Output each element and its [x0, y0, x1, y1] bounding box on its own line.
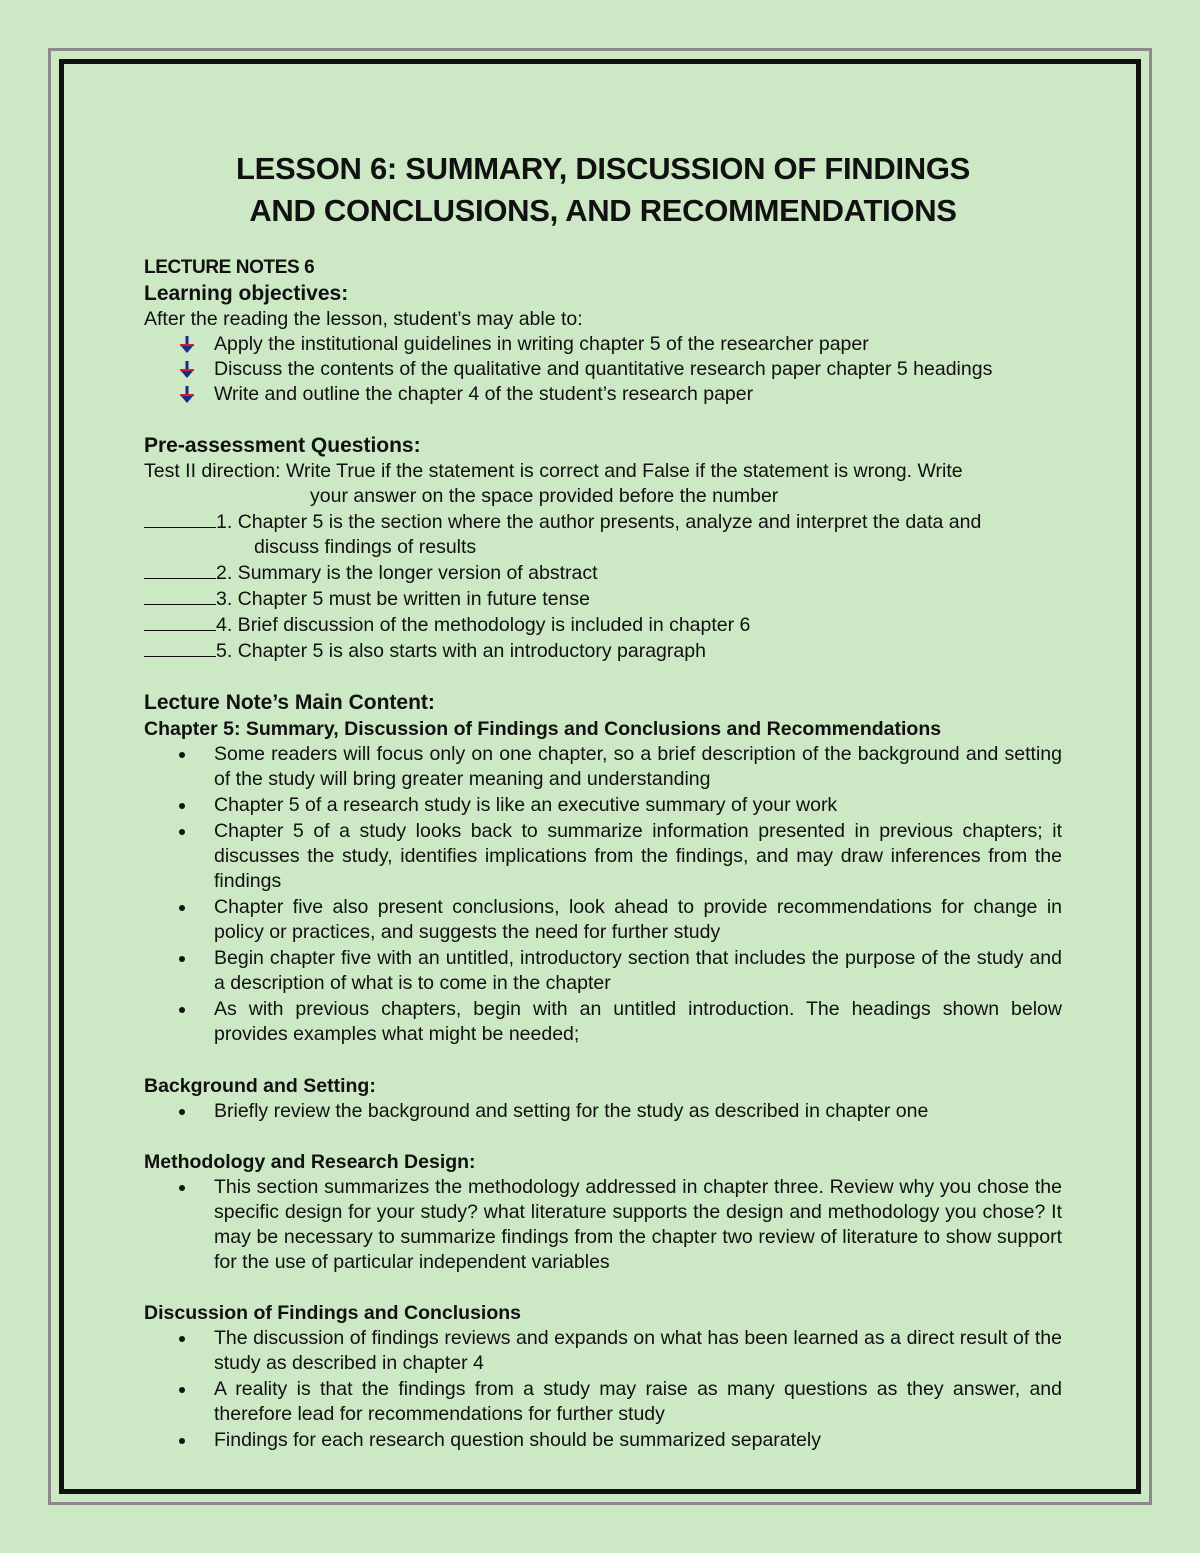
list-item: The discussion of findings reviews and expands on what has been learned as a direct result of the study as described in chapter 4: [144, 1326, 1062, 1376]
objectives-heading: Learning objectives:: [144, 282, 349, 305]
down-arrow-icon: [178, 361, 196, 379]
lesson-title-line2: AND CONCLUSIONS, AND RECOMMENDATIONS: [249, 193, 957, 228]
list-item: Chapter 5 of a research study is like an executive summary of your work: [144, 793, 1062, 818]
question-number: 2.: [216, 562, 233, 584]
list-item: Chapter 5 of a study looks back to summarize information presented in previous chapters; it discusses the study, identifies implications from the findings, and may draw inferences from the findings: [144, 819, 1062, 894]
down-arrow-icon: [178, 336, 196, 354]
answer-blank[interactable]: [144, 586, 216, 605]
discussion-heading: Discussion of Findings and Conclusions: [144, 1302, 522, 1324]
bullet-icon: [179, 905, 185, 911]
objective-text: Write and outline the chapter 4 of the student’s research paper: [214, 383, 754, 405]
question-number: 5.: [216, 640, 233, 662]
question-item: [144, 612, 1062, 638]
bullet-icon: [179, 1007, 185, 1013]
bullet-icon: [179, 1109, 185, 1115]
list-item: This section summarizes the methodology addressed in chapter three. Review why you chose the specific design for your study? what literature supports the design and methodology you chose? It may be necessary to summarize findings from the chapter two review of literature to show support for the use of particular independent variables: [144, 1175, 1062, 1275]
answer-blank[interactable]: [144, 638, 216, 657]
question-text: Chapter 5 must be written in future tense: [232, 588, 590, 610]
background-list: [144, 1099, 1062, 1124]
question-text: Brief discussion of the methodology is included in chapter 6: [232, 614, 751, 636]
question-number: 3.: [216, 588, 233, 610]
bullet-icon: [179, 1185, 185, 1191]
page-frame: [59, 59, 1141, 1494]
down-arrow-icon: [178, 386, 196, 404]
bullet-icon: [179, 803, 185, 809]
question-text-cont: discuss findings of results: [254, 536, 477, 558]
preassessment-direction: Test II direction: Write True if the statement is correct and False if the statement is wrong. Write: [144, 460, 963, 482]
list-item: A reality is that the findings from a study may raise as many questions as they answer, and therefore lead for recommendations for further study: [144, 1377, 1062, 1427]
preassessment-direction-cont: your answer on the space provided before the number: [310, 485, 779, 507]
list-item: Findings for each research question should be summarized separately: [144, 1428, 1062, 1453]
question-item: [144, 509, 1062, 560]
bullet-icon: [179, 1387, 185, 1393]
lecture-notes-label: LECTURE NOTES 6: [144, 257, 315, 278]
bullet-icon: [179, 1336, 185, 1342]
methodology-list: [144, 1175, 1062, 1275]
list-item: Briefly review the background and setting for the study as described in chapter one: [144, 1099, 1062, 1124]
list-item: Begin chapter five with an untitled, introductory section that includes the purpose of the study and a description of what is to come in the chapter: [144, 946, 1062, 996]
question-text: Chapter 5 is also starts with an introductory paragraph: [237, 640, 706, 662]
list-item: Chapter five also present conclusions, look ahead to provide recommendations for change in policy or practices, and suggests the need for further study: [144, 895, 1062, 945]
objective-item: [144, 382, 1062, 407]
question-number: 1.: [216, 511, 233, 533]
background-heading: Background and Setting:: [144, 1075, 376, 1097]
answer-blank[interactable]: [144, 509, 216, 528]
question-item: [144, 560, 1062, 586]
main-content-list: [144, 742, 1062, 1047]
bullet-icon: [179, 752, 185, 758]
objective-text: Apply the institutional guidelines in writing chapter 5 of the researcher paper: [214, 333, 869, 355]
question-number: 4.: [216, 614, 233, 636]
document-body: [144, 148, 1062, 1454]
objective-item: [144, 332, 1062, 357]
lesson-title-line1: LESSON 6: SUMMARY, DISCUSSION OF FINDINGS: [235, 151, 971, 186]
chapter-heading: Chapter 5: Summary, Discussion of Findings and Conclusions and Recommendations: [144, 718, 942, 740]
methodology-heading: Methodology and Research Design:: [144, 1151, 476, 1173]
answer-blank[interactable]: [144, 560, 216, 579]
list-item: Some readers will focus only on one chapter, so a brief description of the background and setting of the study will bring greater meaning and understanding: [144, 742, 1062, 792]
question-text: Chapter 5 is the section where the author presents, analyze and interpret the data and: [237, 511, 982, 533]
main-content-heading: Lecture Note’s Main Content:: [144, 691, 435, 714]
preassessment-heading: Pre-assessment Questions:: [144, 434, 421, 457]
objectives-list: [144, 332, 1062, 407]
bullet-icon: [179, 956, 185, 962]
discussion-list: [144, 1326, 1062, 1453]
question-text: Summary is the longer version of abstract: [232, 562, 598, 584]
objective-item: [144, 357, 1062, 382]
question-item: [144, 586, 1062, 612]
list-item: As with previous chapters, begin with an untitled introduction. The headings shown below provides examples what might be needed;: [144, 997, 1062, 1047]
lesson-title: [144, 148, 1062, 232]
objective-text: Discuss the contents of the qualitative and quantitative research paper chapter 5 headings: [214, 358, 993, 380]
objectives-intro: After the reading the lesson, student’s may able to:: [144, 308, 583, 330]
question-item: [144, 638, 1062, 664]
bullet-icon: [179, 829, 185, 835]
answer-blank[interactable]: [144, 612, 216, 631]
page-border: [48, 48, 1152, 1505]
bullet-icon: [179, 1438, 185, 1444]
